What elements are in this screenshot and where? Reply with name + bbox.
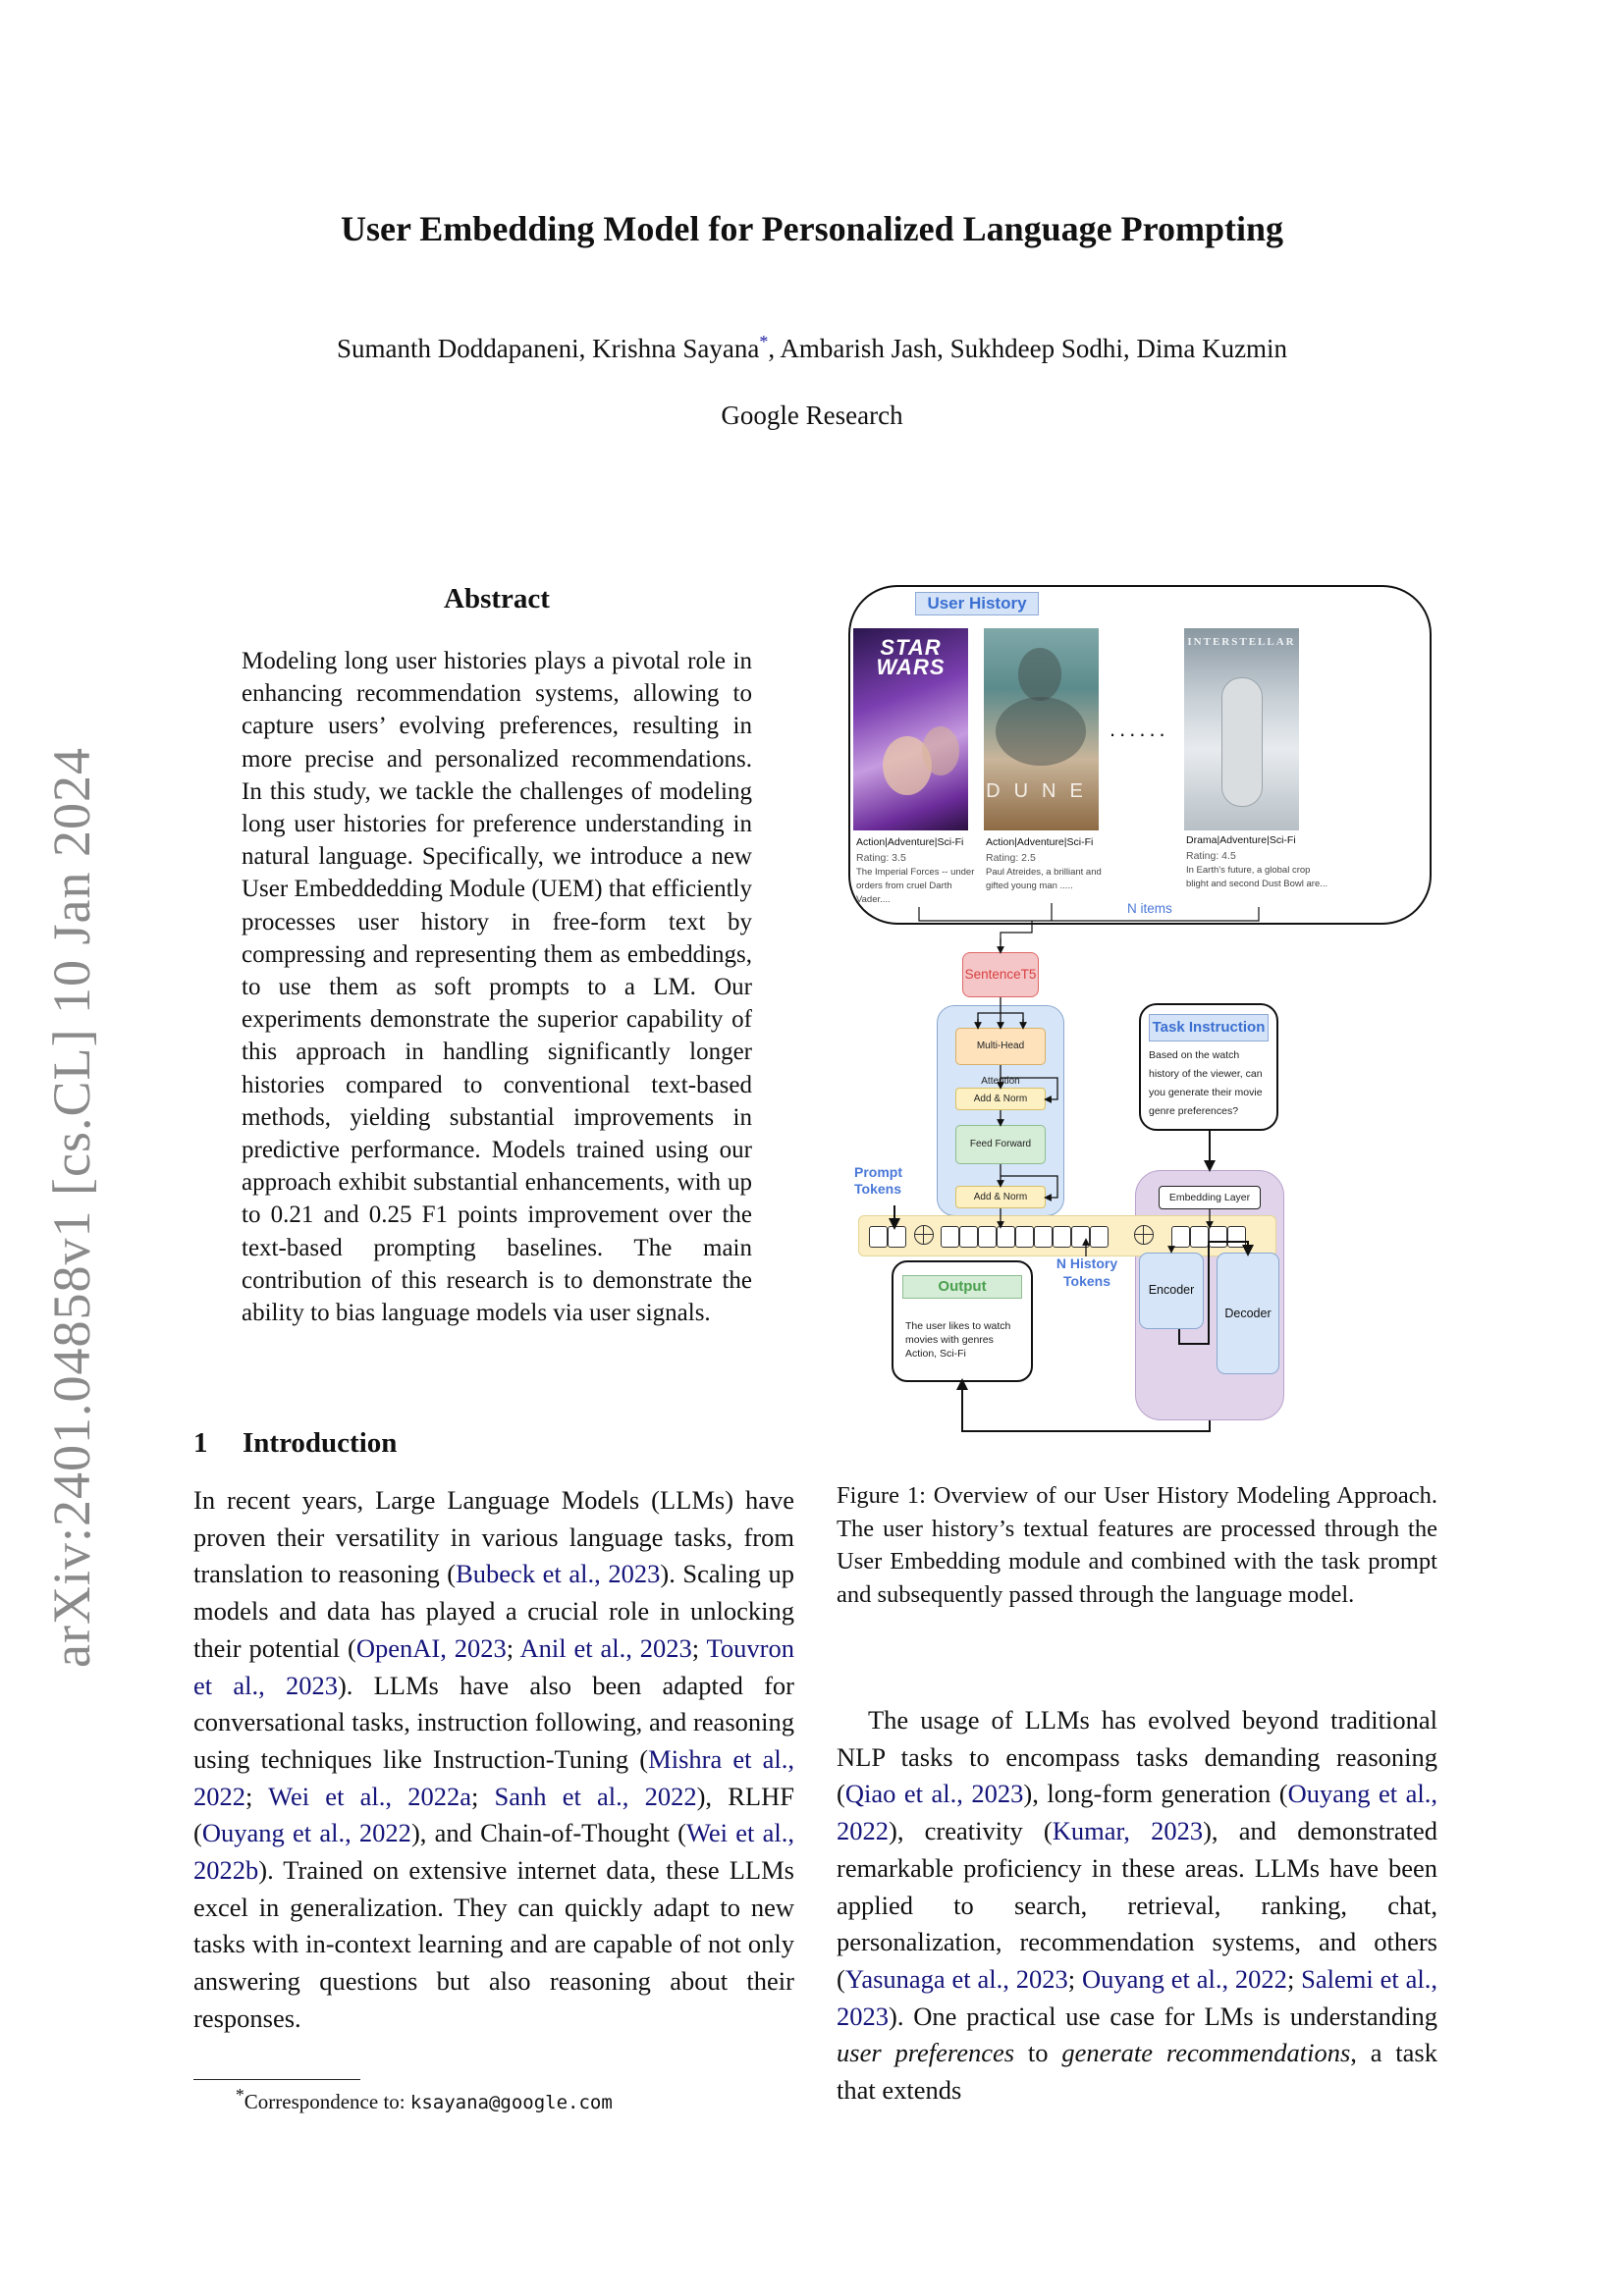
authors-part-2: , Ambarish Jash, Sukhdeep Sodhi, Dima Kuzmin [768,334,1288,363]
prompt-tokens-label: Prompt Tokens [854,1164,902,1197]
right-column-text [837,1705,1437,2105]
authors-part-1: Sumanth Doddapaneni, Krishna Sayana [336,334,760,363]
task-instruction-title: Task Instruction [1149,1014,1269,1041]
add-norm-block-1: Add & Norm [955,1088,1046,1110]
emphasis: generate recommendations [1061,2038,1351,2068]
add-norm-block-2: Add & Norm [955,1186,1046,1208]
text-run: ), and Chain-of-Thought ( [410,1818,687,1848]
feed-forward-block: Feed Forward [955,1125,1046,1164]
citation-link[interactable]: Wei et al., 2022b [193,1818,794,1886]
rating: Rating: 3.5 [856,852,906,864]
footnote-text: Correspondence to: [244,2090,410,2113]
poster-title: DUNE [986,780,1097,802]
right-column-paragraph [837,1702,1437,2109]
text-run: In recent years, Large Language Models (LLMs) have proven their versatility in various language tasks, from translation to reasoning ( [193,1485,794,1589]
citation-link[interactable]: Ouyang et al., 2022 [1081,1963,1287,1994]
arxiv-id: arXiv:2401.04858v1 [cs.CL] 10 Jan 2024 [42,747,101,1668]
output-text: The user likes to watch movies with genres Action, Sci-Fi [905,1320,1011,1360]
text-run: ). Scaling up models and data has played a crucial role in unlocking their potential ( [193,1559,795,1663]
section-number: 1 [193,1427,208,1459]
genre: Drama|Adventure|Sci-Fi [1186,834,1296,846]
text-run: ), creativity ( [889,1816,1053,1846]
citation-link[interactable]: Ouyang et al., 2022 [837,1779,1438,1846]
text-run: ). One practical use case for LMs is understanding [889,2001,1437,2031]
footnote-mark: * [236,2085,244,2105]
text-run: ; [1286,1963,1302,1994]
description: The Imperial Forces -- under orders from cruel Darth Vader.... [856,867,975,905]
embedding-layer-block: Embedding Layer [1159,1186,1261,1209]
footnote-email[interactable]: ksayana@google.com [409,2092,613,2113]
footnote-rule [193,2079,360,2080]
output-title: Output [902,1275,1022,1299]
text-run: ; [691,1632,707,1663]
section-heading-introduction [193,1427,397,1460]
text-run: ; [470,1781,495,1811]
footnote [236,2085,613,2114]
model-pipeline [842,942,1441,1443]
text-run: ; [506,1632,520,1663]
citation-link[interactable]: Wei et al., 2022a [268,1781,471,1811]
correspondence-mark[interactable]: * [759,332,769,351]
poster-title: STAR WARS [876,635,946,679]
text-run: ; [245,1781,269,1811]
citation-link[interactable]: Salemi et al., 2023 [837,1963,1437,2031]
description: Paul Atreides, a brilliant and gifted young man ..... [986,867,1102,891]
genre: Action|Adventure|Sci-Fi [986,836,1094,848]
text-run: ), RLHF ( [193,1781,794,1848]
genre: Action|Adventure|Sci-Fi [856,836,964,848]
text-run: ), and demonstrated remarkable proficiency in these areas. LLMs have been applied to search, retrieval, ranking, chat, personalization, recommendation systems, and others ( [837,1816,1437,1994]
abstract-text: Modeling long user histories plays a pivotal role in enhancing recommendation systems, allowing to capture users’ evolving preferences, resulting in more precise and personalized recommendations. In this study, we tackle the challenges of modeling long user histories for preference understanding in natural language. Specifically, we introduce a new User Embeddedding Module (UEM) that efficiently processes user history in free-form text by compressing and representing them as embeddings, to use them as soft prompts to a LM. Our experiments demonstrate the superior capability of this approach in handling significantly longer histories compared to conventional text-based methods, yielding substantial improvements in predictive performance. Models trained using our approach exhibit substantial enhancements, with up to 0.21 and 0.25 F1 points improvement over the text-based prompting baselines. The main contribution of this research is to demonstrate the ability to bias language models via user signals. [242,648,752,1327]
abstract-heading: Abstract [444,583,550,614]
connector-arrows [842,942,1441,1443]
author-list [0,332,1624,364]
citation-link[interactable]: Bubeck et al., 2023 [456,1559,661,1589]
citation-link[interactable]: Qiao et al., 2023 [844,1779,1024,1809]
citation-link[interactable]: Yasunaga et al., 2023 [844,1963,1068,1994]
n-items-label: N items [1127,901,1172,916]
citation-link[interactable]: Sanh et al., 2022 [494,1781,697,1811]
encoder-block: Encoder [1139,1253,1204,1329]
text-run: The usage of LLMs has evolved beyond traditional NLP tasks to encompass tasks demanding reasoning ( [837,1705,1437,1809]
decoder-block: Decoder [1217,1253,1279,1374]
affiliation: Google Research [721,400,903,430]
citation-link[interactable]: Anil et al., 2023 [519,1632,692,1663]
text-run: ). LLMs have also been adapted for conversational tasks, instruction following, and reasoning using techniques like Instruction-Tuning ( [193,1670,795,1774]
citation-link[interactable]: OpenAI, 2023 [355,1632,507,1663]
citation-link[interactable]: Ouyang et al., 2022 [201,1818,411,1848]
description: In Earth's future, a global crop blight and second Dust Bowl are... [1186,865,1328,889]
poster-title: INTERSTELLAR [1187,636,1296,648]
text-run: to [1014,2038,1062,2068]
task-instruction-text: Based on the watch history of the viewer, can you generate their movie genre preferences? [1149,1049,1263,1117]
figure-caption: Figure 1: Overview of our User History Modeling Approach. The user history’s textual features are processed through the User Embedding module and combined with the task prompt and subsequently passed through the language model. [837,1482,1437,1608]
rating: Rating: 4.5 [1186,850,1236,862]
multi-head-attention-block: Multi-Head Attention [955,1028,1046,1065]
text-run: ), long-form generation ( [1023,1779,1288,1809]
text-run: , a task that extends [837,2038,1437,2106]
n-history-tokens-label: N History Tokens [1056,1255,1118,1289]
section-title: Introduction [243,1427,398,1459]
citation-link[interactable]: Mishra et al., 2022 [193,1743,794,1811]
rating: Rating: 2.5 [986,852,1036,864]
citation-link[interactable]: Kumar, 2023 [1052,1816,1204,1846]
paper-title: User Embedding Model for Personalized Language Prompting [340,209,1283,248]
arxiv-stamp [27,726,116,1688]
history-bracket [842,579,1441,952]
text-run: ). Trained on extensive internet data, these LLMs excel in generalization. They can quickly adapt to new tasks with in-context learning and are capable of not only answering questions but also reasoning about their responses. [193,1855,794,2033]
text-run: ; [1067,1963,1082,1994]
ellipsis: ...... [1110,717,1169,741]
figure-1-diagram [842,579,1441,1443]
introduction-paragraph [193,1482,794,2038]
user-history-label: User History [915,592,1039,615]
sentence-t5-block: SentenceT5 [962,952,1039,997]
citation-link[interactable]: Touvron et al., 2023 [193,1632,794,1700]
emphasis: user preferences [837,2038,1015,2068]
